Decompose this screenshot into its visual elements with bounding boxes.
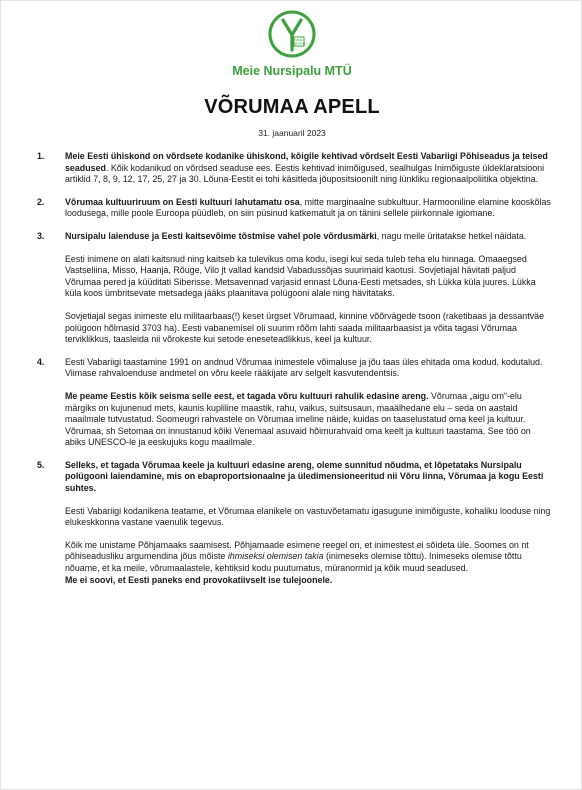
item-paragraph	[65, 506, 553, 529]
item-paragraph	[65, 254, 553, 300]
item-number: 1.	[37, 151, 45, 161]
bold-text: Võrumaa kultuuriruum on Eesti kultuuri lahutamatu osa	[65, 196, 300, 207]
appeal-item	[33, 151, 553, 186]
text-run: Võrumaa „aigu om“-elu märgiks on kujunenud mets, kaunis kupliline maastik, rahu, vaikus, suitsusaun, maaälhedane elu – seda on aastaid maailmale tutvustatud. Soomeugri rahvastele on Võrumaa imeline näide, kuidas on taaselustatud oma keel ja kultuur. Võrumaa, sh Setomaa on innustanud kõiki Venemaal asuvaid hõimurahvaid oma keelt ja kultuuri taastama. See töö on abiks UNESCO-le ja eeskujuks kogu maailmale.	[65, 390, 531, 448]
nursipalu-logo-icon	[268, 10, 316, 58]
item-number: 3.	[37, 230, 45, 241]
text-run: , nagu meile üritatakse hetkel näidata.	[376, 230, 527, 241]
appeal-item	[33, 357, 553, 449]
bold-text: Me peame Eestis kõik seisma selle eest, et tagada võru kultuuri rahulik edasine areng.	[65, 390, 429, 401]
appeal-item	[33, 197, 553, 220]
item-number: 5.	[37, 459, 45, 470]
text-run: Eesti Vabariigi taastamine 1991 on andnud Võrumaa inimestele võimaluse ja jõu taas üles ehitada oma kodud, kodutalud. Viimase rahvaloenduse andmetel on võru keele rääkijate arv selgelt kasvutendentsis.	[65, 356, 543, 379]
item-number: 4.	[37, 356, 45, 367]
organization-name: Meie Nursipalu MTÜ	[232, 64, 352, 78]
bold-text: Nursipalu laienduse ja Eesti kaitsevõime tõstmise vahel pole võrdusmärki	[65, 230, 377, 241]
item-paragraph	[65, 357, 553, 380]
text-run: Eesti inimene on alati kaitsnud ning kaitseb ka tulevikus oma kodu, isegi kui seda tuleb teha elu hinnaga. Omaaegsed Vastseliina, Misso, Haanja, Rõuge, Vilo jt vallad kandsid Vabadussõjas suurimaid kaotusi. Sovjetiajal hävitati paljud Võrumaa pered ja küüditati Siberisse. Metsavennad varjasid ennast Lõuna-Eesti metsades, sh Lükka küla juures. Lükka küla koos ümbritsevate metsadega jääks plaanitava polügooni alale ning hävitataks.	[65, 253, 536, 299]
item-number: 2.	[37, 196, 45, 207]
text-run: Eesti Vabariigi kodanikena teatame, et Võrumaa elanikele on vastuvõetamatu igasugune inimõiguste, kohaliku looduse ning elukeskkonna vastane vaenulik tegevus.	[65, 505, 551, 528]
item-paragraph	[65, 391, 553, 449]
appeal-item	[33, 231, 553, 346]
item-paragraph	[65, 151, 553, 186]
text-run: Sovjetiajal segas inimeste elu militaarbaas(!) keset ürgset Võrumaad, kinnine võõrvägede tsoon (raketibaas ja dessantväe polügoon hõlmasid 3703 ha). Eesti vabanemisel oli suurim rõõm lahti saada militaarbaasist ja võita tagasi Võrumaa terviklikkus, taasleida nii võrokeste kui setode eneseteadlikkus, keel ja kultuur.	[65, 310, 545, 345]
text-run: Kõik me unistame Põhjamaaks saamisest. Põhjamaade esimene reegel on, et inimestest ei sõideta üle. Soomes on nt põhiseadusliku argumendina jõus mõiste	[65, 539, 529, 562]
italic-text: ihmiseksi olemisen takia	[227, 551, 324, 562]
text-run: (inimeseks olemise tõttu). Inimeseks olemise tõttu nõuame, et ka meile, võrumaalastele, kehtiksid kodu puutumatus, müranormid ja kõik muud seadused.	[65, 551, 522, 574]
item-paragraph	[65, 231, 553, 243]
logo-text-line2: NURSIPALU	[291, 42, 307, 46]
text-run: . Kõik kodanikud on võrdsed seaduse ees. Eestis kehtivad inimõigused, sealhulgas Inimõiguste üldeklaratsiooni artiklid 7, 8, 9, 12, 17, 25, 27 ja 30. Lõuna-Eestit ei tohi käsitleda jõupositsioonilt ning lünkliku regionaalpoliitika objektina.	[65, 162, 545, 185]
item-paragraph	[65, 460, 553, 495]
appeal-body	[33, 151, 553, 597]
document-date: 31. jaanuaril 2023	[258, 128, 326, 138]
bold-text: Meie Eesti ühiskond on võrdsete kodanike ühiskond, kõigile kehtivad võrdselt Eesti Vabariigi Põhiseadus ja teised seadused	[65, 151, 548, 173]
appeal-item	[33, 460, 553, 586]
logo-text-line1: MEIE	[295, 37, 303, 42]
item-paragraph	[65, 197, 553, 220]
document-title: VÕRUMAA APELL	[204, 96, 380, 118]
item-paragraph	[65, 311, 553, 346]
item-paragraph	[65, 540, 553, 586]
bold-text: Selleks, et tagada Võrumaa keele ja kultuuri edasine areng, oleme sunnitud nõudma, et lõpetataks Nursipalu polügooni laiendamine, mis on ebaproportsionaalne ja üledimensioneeritud nii Võru linna, Võrumaa ja kogu Eesti suhtes.	[65, 459, 544, 494]
bold-text: Me ei soovi, et Eesti paneks end provokatiivselt ise tulejoonele.	[65, 574, 333, 585]
text-run: , mitte marginaalne subkultuur. Harmooniline elamine kooskõlas loodusega, mille poole Euroopa püüdleb, on siin püsinud katkematult ja on tänini sellele piirkonnale igiomane.	[65, 196, 551, 219]
